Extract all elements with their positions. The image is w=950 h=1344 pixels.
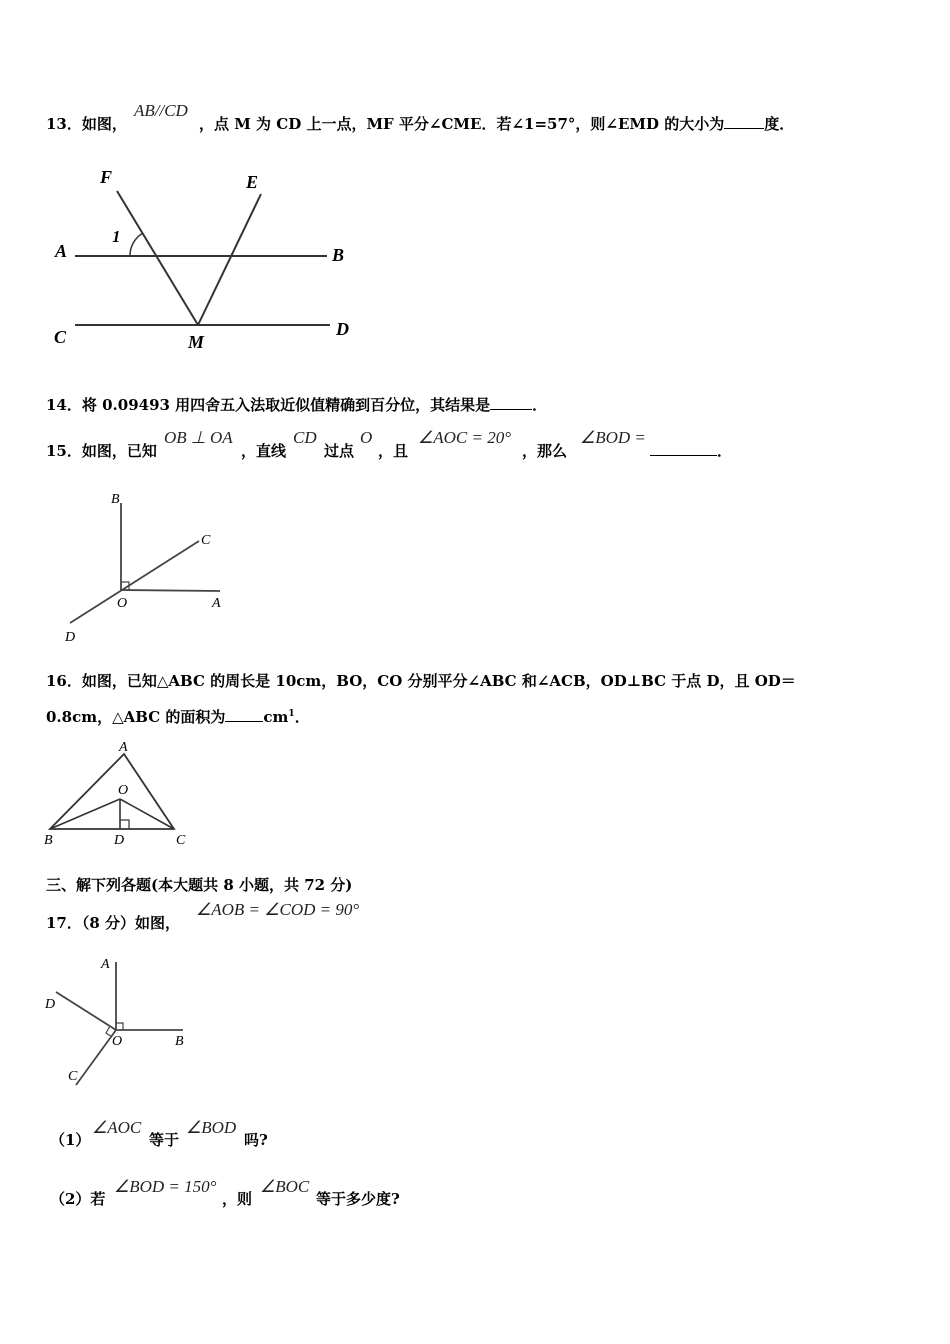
- q17-part1-formula-aoc: ∠AOC: [92, 1118, 142, 1137]
- q15-label-D: D: [65, 630, 76, 645]
- q15-text-3: ，且: [378, 442, 409, 460]
- q17-part2-text-1: ，则: [222, 1190, 253, 1208]
- q13-label-E: E: [246, 172, 259, 192]
- q17-part2-text-2: 等于多少度?: [316, 1190, 400, 1208]
- q16-label-B: B: [44, 833, 53, 848]
- q16-line1: 16．如图，已知△ABC 的周长是 10cm，BO，CO 分别平分∠ABC 和∠ACB，OD⊥BC 于点 D，且 OD＝: [46, 672, 796, 690]
- q15-formula-perp: OB ⊥ OA: [164, 428, 233, 447]
- q16-label-D: D: [114, 833, 125, 848]
- q15-formula-cd: CD: [293, 428, 317, 447]
- q14-text: 14．将 0.09493 用四舍五入法取近似值精确到百分位，其结果是 ．: [46, 396, 548, 414]
- q17-part2-formula-boc: ∠BOC: [260, 1177, 310, 1196]
- q17-formula: ∠AOB = ∠COD = 90°: [196, 900, 360, 919]
- q17-part1-number: （1）: [50, 1131, 91, 1149]
- q17-part1-text-1: 等于: [149, 1131, 180, 1149]
- q17-label-A: A: [101, 957, 110, 972]
- q15-text-4: ，那么: [522, 442, 568, 460]
- q17-label-C: C: [68, 1069, 78, 1084]
- q16-label-O: O: [118, 783, 129, 798]
- section-3-heading: 三、解下列各题(本大题共 8 小题，共 72 分): [46, 876, 353, 894]
- q17-label-O: O: [112, 1034, 123, 1049]
- q13-text: ，点 M 为 CD 上一点，MF 平分∠CME．若∠1=57°，则∠EMD 的大小为 度．: [199, 115, 795, 133]
- q17-part1-formula-bod: ∠BOD: [186, 1118, 237, 1137]
- q15-label-B: B: [111, 492, 120, 507]
- q13-label-B: B: [332, 245, 345, 265]
- q15-label-O: O: [117, 596, 128, 611]
- q15-formula-bod: ∠BOD =: [580, 428, 646, 447]
- q15-formula-o: O: [360, 428, 373, 447]
- q17-part1-text-2: 吗?: [244, 1131, 268, 1149]
- q15-label-C: C: [201, 533, 211, 548]
- q15-answer: ．: [650, 444, 732, 459]
- q16-label-A: A: [119, 740, 128, 755]
- q17-part2-number: （2）若: [50, 1190, 106, 1208]
- q17-number: 17．（8 分）如图，: [46, 914, 181, 932]
- q17-label-B: B: [175, 1034, 184, 1049]
- q15-text-1: ，直线: [241, 442, 287, 460]
- q13-label-M: M: [188, 332, 205, 352]
- q13-label-angle1: 1: [112, 227, 121, 246]
- q13-label-F: F: [100, 167, 113, 187]
- q13-label-C: C: [54, 327, 67, 347]
- q16-label-C: C: [176, 833, 186, 848]
- q15-label-A: A: [212, 596, 221, 611]
- q13-label-D: D: [336, 319, 349, 339]
- q13-label-A: A: [55, 241, 68, 261]
- q17-part2-formula-bod: ∠BOD = 150°: [114, 1177, 217, 1196]
- q15-text-2: 过点: [324, 442, 355, 460]
- q15-number: 15．如图，已知: [46, 442, 157, 460]
- q13-formula: AB//CD: [134, 101, 188, 120]
- q13-number: 13．如图，: [46, 115, 127, 133]
- q17-label-D: D: [45, 997, 56, 1012]
- q16-line2: 0.8cm，△ABC 的面积为 $cm^1$．: [46, 708, 310, 726]
- q15-formula-aoc: ∠AOC = 20°: [418, 428, 512, 447]
